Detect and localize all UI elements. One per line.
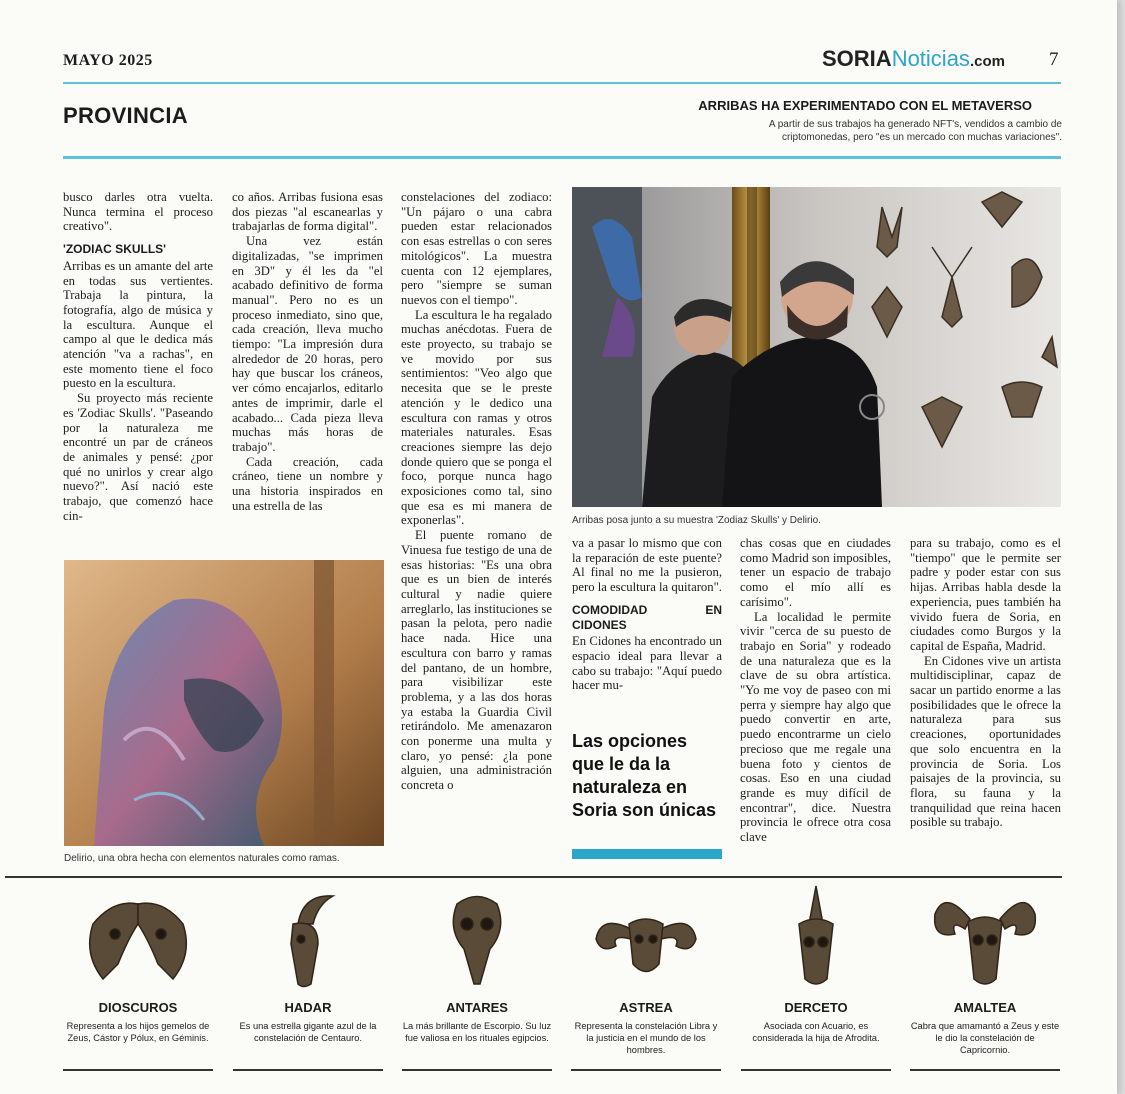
goat-skull-icon xyxy=(920,884,1050,994)
paragraph: El puente romano de Vinuesa fue testigo de una de esas historias: "Es una obra que es un bien de interés cultural y nadie quiere arreglarlo, las instituciones se pasan la pelota, pero nadie hace nada. Hice una escultura con barro y ramas del pantano, de un hombre, para visibilizar este problema, y a las dos horas ya estaba la Guardia Civil retirándolo. Me amenazaron con ponerme una multa y claro, yo pensé: ¿la pone alguien, una administración concreta o xyxy=(401,528,552,793)
beaked-skull-icon xyxy=(412,884,542,994)
main-photo-image xyxy=(572,187,1061,507)
paragraph: En Cidones ha encontrado un espacio ideal para llevar a cabo su trabajo: "Aquí puedo hacer mu- xyxy=(572,634,722,693)
paragraph: Una vez están digitalizadas, "se imprimen en 3D" y él les da "el acabado definitivo de forma manual". Pero no es un proceso inmediato, sino que, cada creación, lleva mucho tiempo: "La impresión dura alrededor de 20 horas, pero hay que buscar los cráneos, ver cómo encajarlos, editarlo antes de imprimir, darle el acabado... Cada pieza lleva muchas más horas de trabajo". xyxy=(232,234,383,454)
page-number: 7 xyxy=(1049,49,1059,70)
main-photo-caption: Arribas posa junto a su muestra 'Zodiaz Skulls' y Delirio. xyxy=(572,515,821,526)
skull-item-antares xyxy=(402,884,552,1044)
skull-name: ANTARES xyxy=(446,1000,508,1015)
skull-rule xyxy=(233,1069,383,1071)
skull-name: ASTREA xyxy=(619,1000,673,1015)
masthead-brand-bold: SORIA xyxy=(822,46,892,71)
horned-skull-icon xyxy=(243,884,373,994)
paragraph: busco darles otra vuelta. Nunca termina el proceso creativo". xyxy=(63,190,213,234)
paragraph: constelaciones del zodiaco: "Un pájaro o una cabra pueden estar relacionados con esas estrellas o con seres mitológicos". La muestra cuenta con 12 ejemplares, pero "siempre se suman nuevos con el tiempo". xyxy=(401,190,552,307)
skull-item-dioscuros xyxy=(63,884,213,1044)
skull-rule xyxy=(402,1069,552,1071)
skull-rule xyxy=(910,1069,1060,1071)
paragraph: Cada creación, cada cráneo, tiene un nombre y una historia inspirados en una estrella de las xyxy=(232,454,383,513)
skull-description: La más brillante de Escorpio. Su luz fue valiosa en los rituales egipcios. xyxy=(402,1021,552,1043)
paragraph: Su proyecto más reciente es 'Zodiac Skulls'. "Paseando por la naturaleza me encontré un par de cráneos de animales y pensé: ¿por qué no unirlos y crear algo nuevo?". Así nació este trabajo, que comenzó hace cin- xyxy=(63,391,213,523)
issue-date: MAYO 2025 xyxy=(63,52,153,69)
article-column-4 xyxy=(572,536,722,716)
skull-name: DIOSCUROS xyxy=(98,1000,178,1015)
skull-description: Representa la constelación Libra y la justicia en el mundo de los hombres. xyxy=(574,1021,718,1055)
second-photo-caption: Delirio, una obra hecha con elementos naturales como ramas. xyxy=(64,853,340,864)
subheading-zodiac-skulls: 'ZODIAC SKULLS' xyxy=(63,242,167,257)
skull-item-hadar xyxy=(233,884,383,1044)
skull-description: Representa a los hijos gemelos de Zeus, Cástor y Pólux, en Géminis. xyxy=(66,1021,210,1043)
skull-item-amaltea xyxy=(910,884,1060,1056)
section-rule xyxy=(63,156,1061,159)
header-rule xyxy=(63,82,1061,84)
main-photo xyxy=(572,187,1061,507)
second-photo-image xyxy=(64,560,384,846)
paragraph: Arribas es un amante del arte en todas sus vertientes. Trabaja la pintura, la fotografía, algo de música y la escultura. Aunque el campo al que le dedica más atención "va a rachas", en este momento tiene el foco puesto en la escultura. xyxy=(63,258,213,391)
article-kicker: ARRIBAS HA EXPERIMENTADO CON EL METAVERSO xyxy=(698,98,1032,113)
unicorn-skull-icon xyxy=(751,884,881,994)
article-column-2 xyxy=(232,190,383,550)
pullquote-bar xyxy=(572,849,722,859)
ram-skull-icon xyxy=(581,884,711,994)
skull-description: Es una estrella gigante azul de la constelación de Centauro. xyxy=(239,1021,377,1043)
masthead-brand-suffix: .com xyxy=(969,53,1005,70)
section-title: PROVINCIA xyxy=(63,103,188,128)
article-kicker-subtitle: A partir de sus trabajos ha generado NFT's, vendidos a cambio de criptomonedas, pero "es un mercado con muchas variaciones". xyxy=(768,119,1062,143)
article-column-1 xyxy=(63,190,213,550)
skull-rule xyxy=(741,1069,891,1071)
twin-skull-icon xyxy=(73,884,203,994)
paragraph: La escultura le ha regalado muchas anécdotas. Fuera de este proyecto, su trabajo se ve movido por sus sentimientos: "Veo algo que necesita que se le preste atención y le dedico una escultura con ramas y otros materiales naturales. Esas creaciones siempre las dejo donde quiero que se ponga el foco, porque nunca hago exposiciones como tal, sino que esa es mi manera de exponerlas". xyxy=(401,307,552,528)
article-column-6 xyxy=(910,536,1061,866)
skull-description: Asociada con Acuario, es considerada la hija de Afrodita. xyxy=(752,1021,880,1043)
paragraph: En Cidones vive un artista multidisciplinar, capaz de sacar un partido enorme a las posibilidades que le ofrece la naturaleza para sus creaciones, oportunidades que solo encuentra en la provincia de Soria. Los paisajes de la provincia, su flora, su fauna y la tranquilidad que reina hacen posible su trabajo. xyxy=(910,653,1061,830)
paragraph: va a pasar lo mismo que con la reparación de este puente? Al final no me la pusieron, pero la escultura la quitaron". xyxy=(572,536,722,595)
skull-item-astrea xyxy=(571,884,721,1056)
skull-name: DERCETO xyxy=(784,1000,848,1015)
pullquote: Las opciones que le da la naturaleza en Soria son únicas xyxy=(572,731,717,820)
skull-name: AMALTEA xyxy=(953,1000,1017,1015)
bottom-strip-rule xyxy=(5,876,1062,878)
article-column-3 xyxy=(401,190,552,866)
paragraph: chas cosas que en ciudades como Madrid son imposibles, tener un espacio de trabajo como el mío allí es carísimo". xyxy=(740,536,891,609)
paragraph: para su trabajo, como es el "tiempo" que le permite ser padre y poder estar con sus hijas. Arribas habla desde la experiencia, pues también ha vivido fuera de Soria, en ciudades como Burgos y la capital de España, Madrid. xyxy=(910,536,1061,653)
skull-name: HADAR xyxy=(284,1000,332,1015)
paragraph: co años. Arribas fusiona esas dos piezas "al escanearlas y trabajarlas de forma digital". xyxy=(232,190,383,234)
masthead-brand-light: Noticias xyxy=(891,46,970,71)
skull-rule xyxy=(571,1069,721,1071)
second-photo xyxy=(64,560,384,846)
article-column-5 xyxy=(740,536,891,866)
skull-description: Cabra que amamantó a Zeus y este le dio la constelación de Capricornio. xyxy=(910,1021,1060,1055)
subheading-comodidad: COMODIDAD EN CIDONES xyxy=(572,602,722,632)
skull-item-derceto xyxy=(741,884,891,1044)
masthead-logo[interactable] xyxy=(822,46,1005,72)
paragraph: La localidad le permite vivir "cerca de su puesto de trabajo en Soria" y rodeado de una naturaleza que es la clave de su obra artística. "Yo me voy de paseo con mi perra y siempre hay algo que puedo convertir en arte, puedo encontrarme un cielo precioso que me regale una buena foto y cientos de cosas. Eso en una ciudad grande es muy difícil de encontrar", dice. Nuestra provincia le ofrece otra cosa clave xyxy=(740,609,891,845)
skull-rule xyxy=(63,1069,213,1071)
